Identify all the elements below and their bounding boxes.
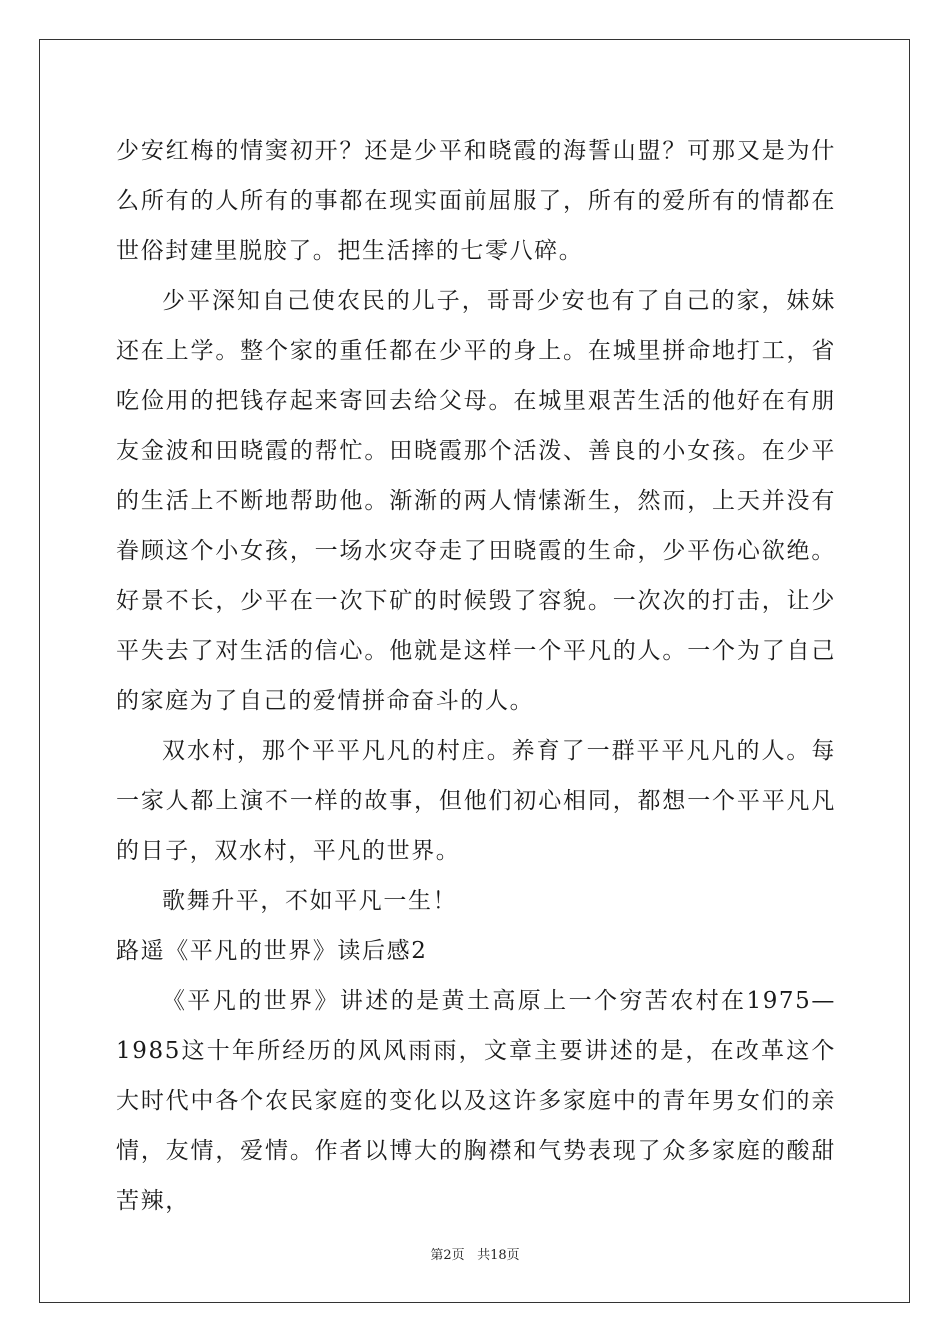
page-total: 共18页 (477, 1248, 520, 1263)
page-number: 第2页 (430, 1248, 465, 1263)
section-heading: 路遥《平凡的世界》读后感2 (116, 938, 428, 964)
paragraph-1: 少安红梅的情窦初开？还是少平和晓霞的海誓山盟？可那又是为什么所有的人所有的事都在现实面前屈服了，所有的爱所有的情都在世俗封建里脱胶了。把生活摔的七零八碎。 (116, 138, 836, 264)
page-footer (0, 1244, 950, 1263)
paragraph-2: 少平深知自己使农民的儿子，哥哥少安也有了自己的家，妹妹还在上学。整个家的重任都在少平的身上。在城里拼命地打工，省吃俭用的把钱存起来寄回去给父母。在城里艰苦生活的他好在有朋友金波和田晓霞的帮忙。田晓霞那个活泼、善良的小女孩。在少平的生活上不断地帮助他。渐渐的两人情愫渐生，然而，上天并没有眷顾这个小女孩，一场水灾夺走了田晓霞的生命，少平伤心欲绝。好景不长，少平在一次下矿的时候毁了容貌。一次次的打击，让少平失去了对生活的信心。他就是这样一个平凡的人。一个为了自己的家庭为了自己的爱情拼命奋斗的人。 (116, 288, 836, 714)
document-body (116, 126, 836, 1226)
paragraph-4: 歌舞升平，不如平凡一生！ (162, 888, 458, 914)
paragraph-3: 双水村，那个平平凡凡的村庄。养育了一群平平凡凡的人。每一家人都上演不一样的故事，但他们初心相同，都想一个平平凡凡的日子，双水村，平凡的世界。 (116, 738, 836, 864)
paragraph-5: 《平凡的世界》讲述的是黄土高原上一个穷苦农村在1975—1985这十年所经历的风风雨雨，文章主要讲述的是，在改革这个大时代中各个农民家庭的变化以及这许多家庭中的青年男女们的亲情，友情，爱情。作者以博大的胸襟和气势表现了众多家庭的酸甜苦辣， (116, 988, 836, 1214)
